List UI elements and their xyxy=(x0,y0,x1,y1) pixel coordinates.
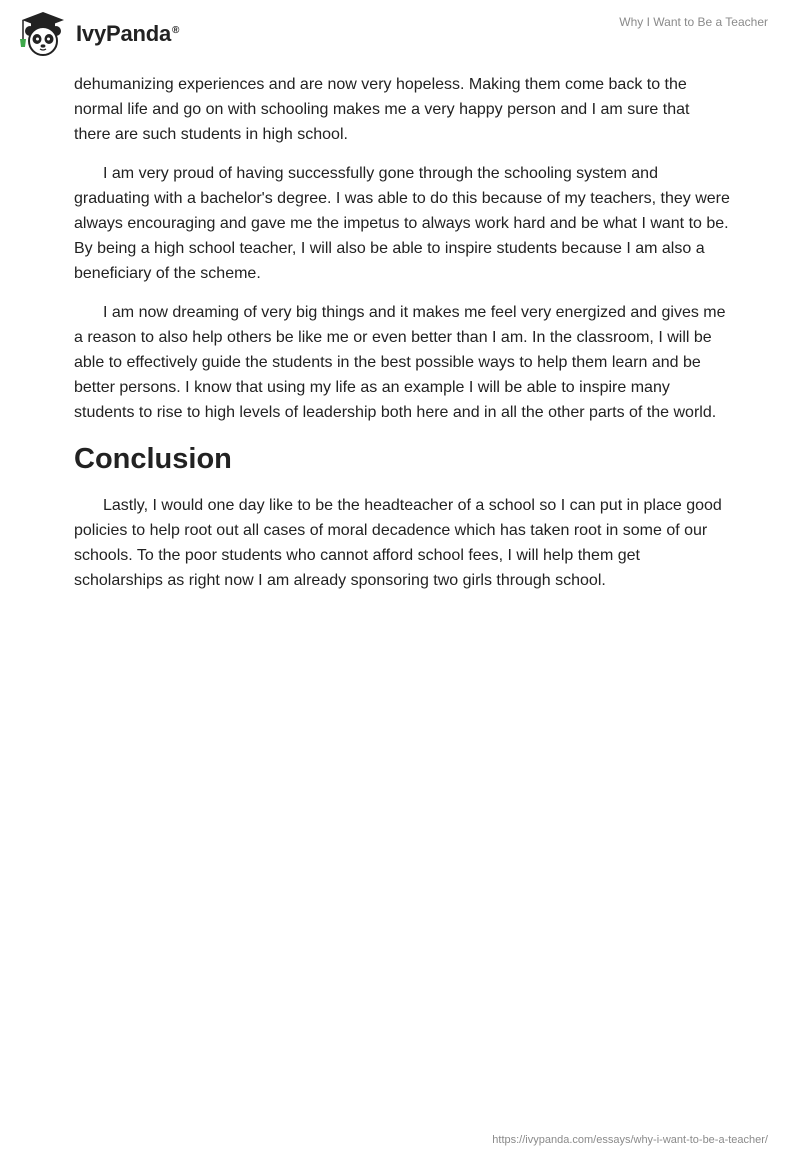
brand-name: IvyPanda® xyxy=(76,21,180,46)
source-url[interactable]: https://ivypanda.com/essays/why-i-want-to-be-a-teacher/ xyxy=(492,1134,768,1146)
document-title: Why I Want to Be a Teacher xyxy=(619,15,768,29)
ivypanda-logo[interactable] xyxy=(14,9,179,57)
panda-graduate-icon xyxy=(14,9,72,57)
paragraph-1: dehumanizing experiences and are now very hopeless. Making them come back to the normal life and go on with schooling makes me a very happy person and I am sure that there are such students in high school. xyxy=(74,76,690,143)
paragraph-4: Lastly, I would one day like to be the headteacher of a school so I can put in place good policies to help root out all cases of moral decadence which has taken root in some of our schools. To the poor students who cannot afford school fees, I will help them get scholarships as right now I am already sponsoring two girls through school. xyxy=(74,497,722,589)
paragraph-3: I am now dreaming of very big things and it makes me feel very energized and gives me a reason to also help others be like me or even better than I am. In the classroom, I will be able to effectively guide the students in the best possible ways to help them learn and be better persons. I know that using my life as an example I will be able to inspire many students to rise to high levels of leadership both here and in all the other parts of the world. xyxy=(74,304,726,421)
essay-body xyxy=(74,72,730,607)
conclusion-heading: Conclusion xyxy=(74,443,232,475)
paragraph-2: I am very proud of having successfully gone through the schooling system and graduating with a bachelor's degree. I was able to do this because of my teachers, they were always encouraging and gave me the impetus to always work hard and be what I want to be. By being a high school teacher, I will also be able to inspire students because I am also a beneficiary of the scheme. xyxy=(74,165,730,282)
registered-mark: ® xyxy=(172,24,180,36)
page-header xyxy=(0,0,800,70)
